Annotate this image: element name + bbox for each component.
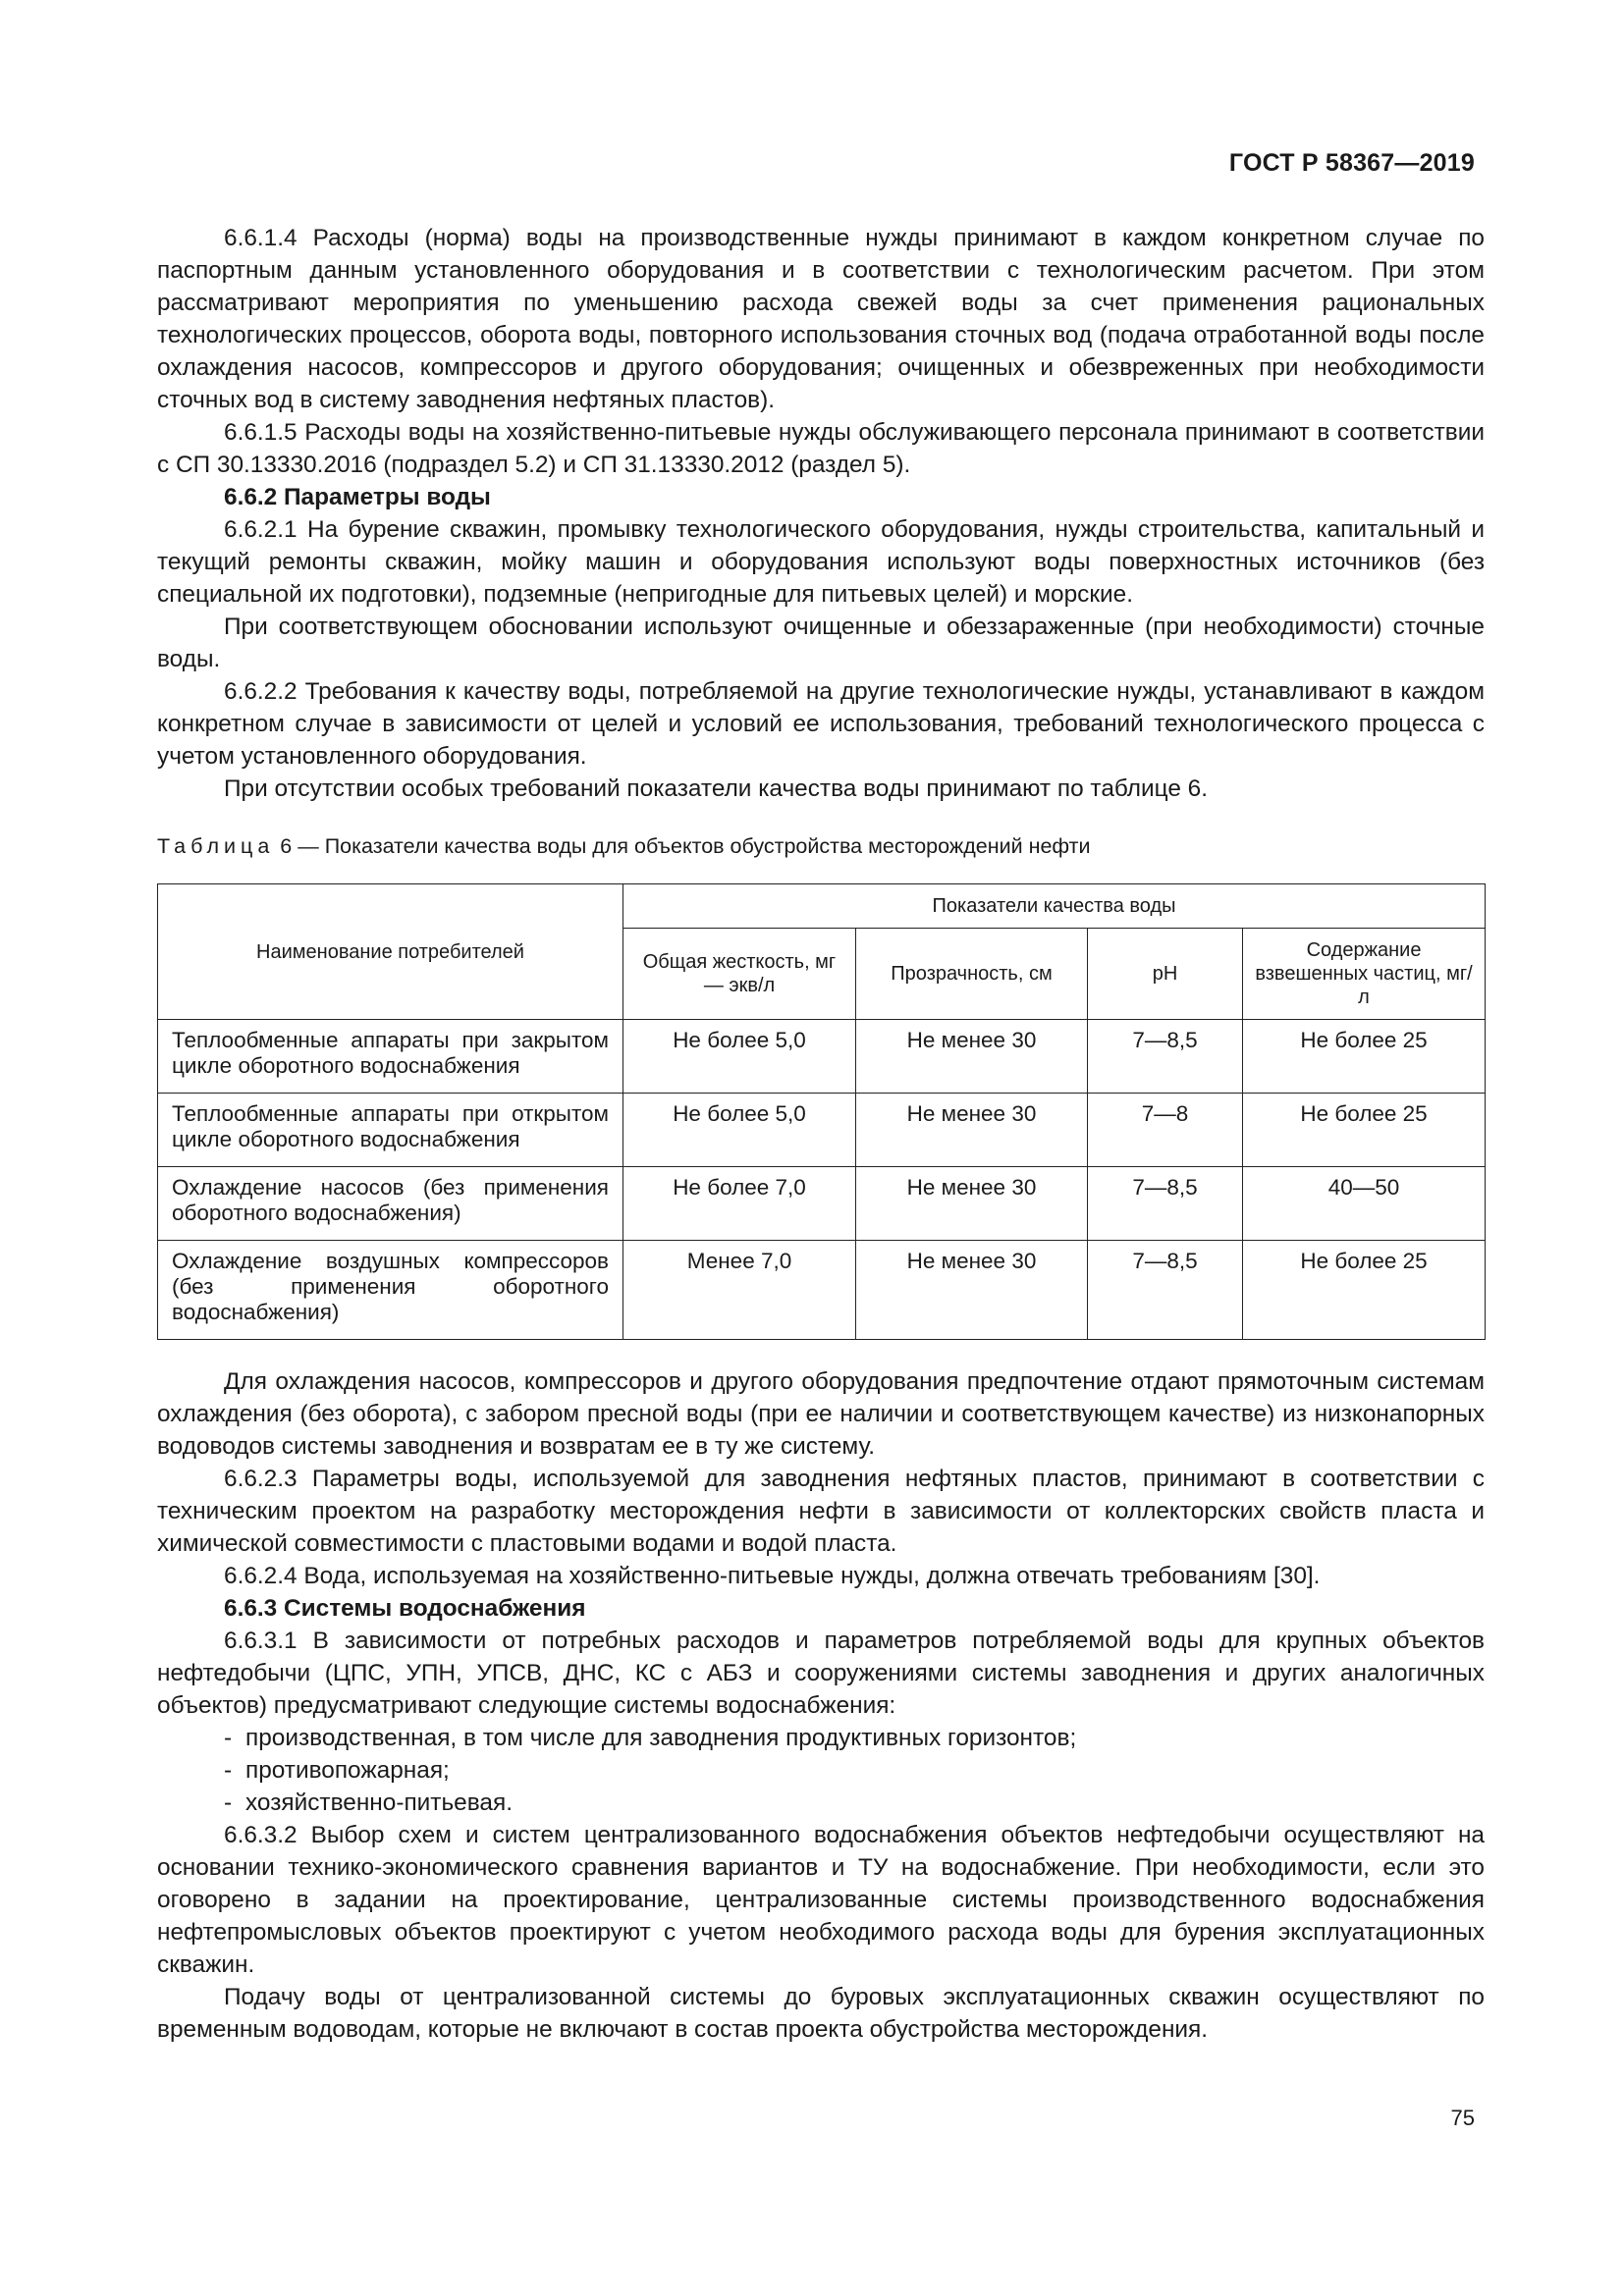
- paragraph-6-6-1-4: 6.6.1.4 Расходы (норма) воды на производственные нужды принимают в каждом конкретном случае по паспортным данным установленного оборудования и в соответствии с технологическим расчетом. При этом рассматривают мероприятия по уменьшению расхода свежей воды за счет применения рациональных технологических процессов, оборота воды, повторного использования сточных вод (подача отработанной воды после охлаждения насосов, компрессоров и другого оборудования; очищенных и обезвреженных при необходимости сточных вод в систему заводнения нефтяных пластов).: [157, 225, 1485, 413]
- paragraph-6-6-3-2: 6.6.3.2 Выбор схем и систем централизованного водоснабжения объектов нефтедобычи осуществляют на основании технико-экономического сравнения вариантов и ТУ на водоснабжение. При необходимости, если это оговорено в задании на проектирование, централизованные системы производственного водоснабжения нефтепромысловых объектов проектируют с учетом необходимого расхода воды для бурения эксплуатационных скважин.: [157, 1822, 1485, 1978]
- document-code: ГОСТ Р 58367—2019: [1228, 149, 1475, 177]
- list-marker: -: [224, 1725, 233, 1751]
- particles-cell: Не более 25: [1243, 1020, 1486, 1094]
- list-marker: -: [224, 1789, 233, 1816]
- paragraph-table-reference: При отсутствии особых требований показатели качества воды принимают по таблице 6.: [224, 775, 1209, 802]
- list-item-text: производственная, в том числе для заводнения продуктивных горизонтов;: [245, 1725, 1077, 1751]
- paragraph-6-6-2-1: 6.6.2.1 На бурение скважин, промывку технологического оборудования, нужды строительства, капитальный и текущий ремонты скважин, мойку машин и оборудования используют воды поверхностных источников (без специальной их подготовки), подземные (непригодные для питьевых целей) и морские.: [157, 516, 1485, 608]
- table-row: [158, 1241, 1486, 1340]
- ph-cell: 7—8,5: [1088, 1241, 1243, 1340]
- table-header-row: [158, 884, 1486, 929]
- paragraph-sewage-note: При соответствующем обосновании используют очищенные и обеззараженные (при необходимости) сточные воды.: [157, 614, 1485, 672]
- table-row: [158, 1167, 1486, 1241]
- water-systems-list: [157, 1722, 1485, 1819]
- header-particles: Содержание взвешенных частиц, мг/л: [1243, 929, 1486, 1020]
- post-table-text: [157, 1365, 1485, 2046]
- water-quality-table: [157, 883, 1486, 1340]
- header-hardness: Общая жесткость, мг — экв/л: [623, 929, 856, 1020]
- paragraph-6-6-3-1: 6.6.3.1 В зависимости от потребных расходов и параметров потребляемой воды для крупных объектов нефтедобычи (ЦПС, УПН, УПСВ, ДНС, КС с АБЗ и сооружениями системы заводнения и других аналогичных объектов) предусматривают следующие системы водоснабжения:: [157, 1628, 1485, 1719]
- paragraph-6-6-1-5: 6.6.1.5 Расходы воды на хозяйственно-питьевые нужды обслуживающего персонала принимают в соответствии с СП 30.13330.2016 (подраздел 5.2) и СП 31.13330.2012 (раздел 5).: [157, 419, 1485, 478]
- table-caption-word: Таблица: [157, 834, 275, 858]
- table-row: [158, 1020, 1486, 1094]
- paragraph-temporary-pipelines: Подачу воды от централизованной системы до буровых эксплуатационных скважин осуществляют по временным водоводам, которые не включают в состав проекта обустройства месторождения.: [157, 1984, 1485, 2043]
- header-ph: pH: [1088, 929, 1243, 1020]
- consumer-name-cell: Охлаждение воздушных компрессоров (без применения оборотного водоснабжения): [158, 1241, 623, 1340]
- particles-cell: 40—50: [1243, 1167, 1486, 1241]
- table-row: [158, 1094, 1486, 1167]
- transparency-cell: Не менее 30: [856, 1167, 1088, 1241]
- ph-cell: 7—8,5: [1088, 1167, 1243, 1241]
- section-heading-6-6-3: 6.6.3 Системы водоснабжения: [224, 1595, 586, 1622]
- section-heading-6-6-2: 6.6.2 Параметры воды: [224, 484, 491, 510]
- list-item: [157, 1754, 1485, 1787]
- paragraph-6-6-2-3: 6.6.2.3 Параметры воды, используемой для заводнения нефтяных пластов, принимают в соответствии с техническим проектом на разработку месторождения нефти в зависимости от коллекторских свойств пласта и химической совместимости с пластовыми водами и водой пласта.: [157, 1466, 1485, 1557]
- particles-cell: Не более 25: [1243, 1241, 1486, 1340]
- transparency-cell: Не менее 30: [856, 1020, 1088, 1094]
- list-item: [157, 1722, 1485, 1754]
- transparency-cell: Не менее 30: [856, 1094, 1088, 1167]
- hardness-cell: Менее 7,0: [623, 1241, 856, 1340]
- hardness-cell: Не более 7,0: [623, 1167, 856, 1241]
- list-item-text: противопожарная;: [245, 1757, 450, 1784]
- page-content: [157, 222, 1485, 2046]
- paragraph-cooling-preference: Для охлаждения насосов, компрессоров и другого оборудования предпочтение отдают прямоточным системам охлаждения (без оборота), с забором пресной воды (при ее наличии и соответствующем качестве) из низконапорных водоводов системы заводнения и возвратам ее в ту же систему.: [157, 1368, 1485, 1460]
- hardness-cell: Не более 5,0: [623, 1094, 856, 1167]
- list-item-text: хозяйственно-питьевая.: [245, 1789, 513, 1816]
- table-caption: [157, 832, 1485, 860]
- page-number: 75: [1450, 2106, 1475, 2130]
- ph-cell: 7—8,5: [1088, 1020, 1243, 1094]
- consumer-name-cell: Теплообменные аппараты при открытом цикле оборотного водоснабжения: [158, 1094, 623, 1167]
- ph-cell: 7—8: [1088, 1094, 1243, 1167]
- paragraph-6-6-2-2: 6.6.2.2 Требования к качеству воды, потребляемой на другие технологические нужды, устанавливают в каждом конкретном случае в зависимости от целей и условий ее использования, требований технологического процесса с учетом установленного оборудования.: [157, 678, 1485, 770]
- header-consumer-name: Наименование потребителей: [158, 884, 623, 1020]
- particles-cell: Не более 25: [1243, 1094, 1486, 1167]
- consumer-name-cell: Теплообменные аппараты при закрытом цикле оборотного водоснабжения: [158, 1020, 623, 1094]
- paragraph-6-6-2-4: 6.6.2.4 Вода, используемая на хозяйственно-питьевые нужды, должна отвечать требованиям [30].: [224, 1563, 1321, 1589]
- transparency-cell: Не менее 30: [856, 1241, 1088, 1340]
- header-transparency: Прозрачность, см: [856, 929, 1088, 1020]
- list-marker: -: [224, 1757, 233, 1784]
- consumer-name-cell: Охлаждение насосов (без применения оборотного водоснабжения): [158, 1167, 623, 1241]
- hardness-cell: Не более 5,0: [623, 1020, 856, 1094]
- header-quality-group: Показатели качества воды: [623, 884, 1486, 929]
- table-caption-title: 6 — Показатели качества воды для объектов обустройства месторождений нефти: [280, 834, 1091, 858]
- list-item: [157, 1787, 1485, 1819]
